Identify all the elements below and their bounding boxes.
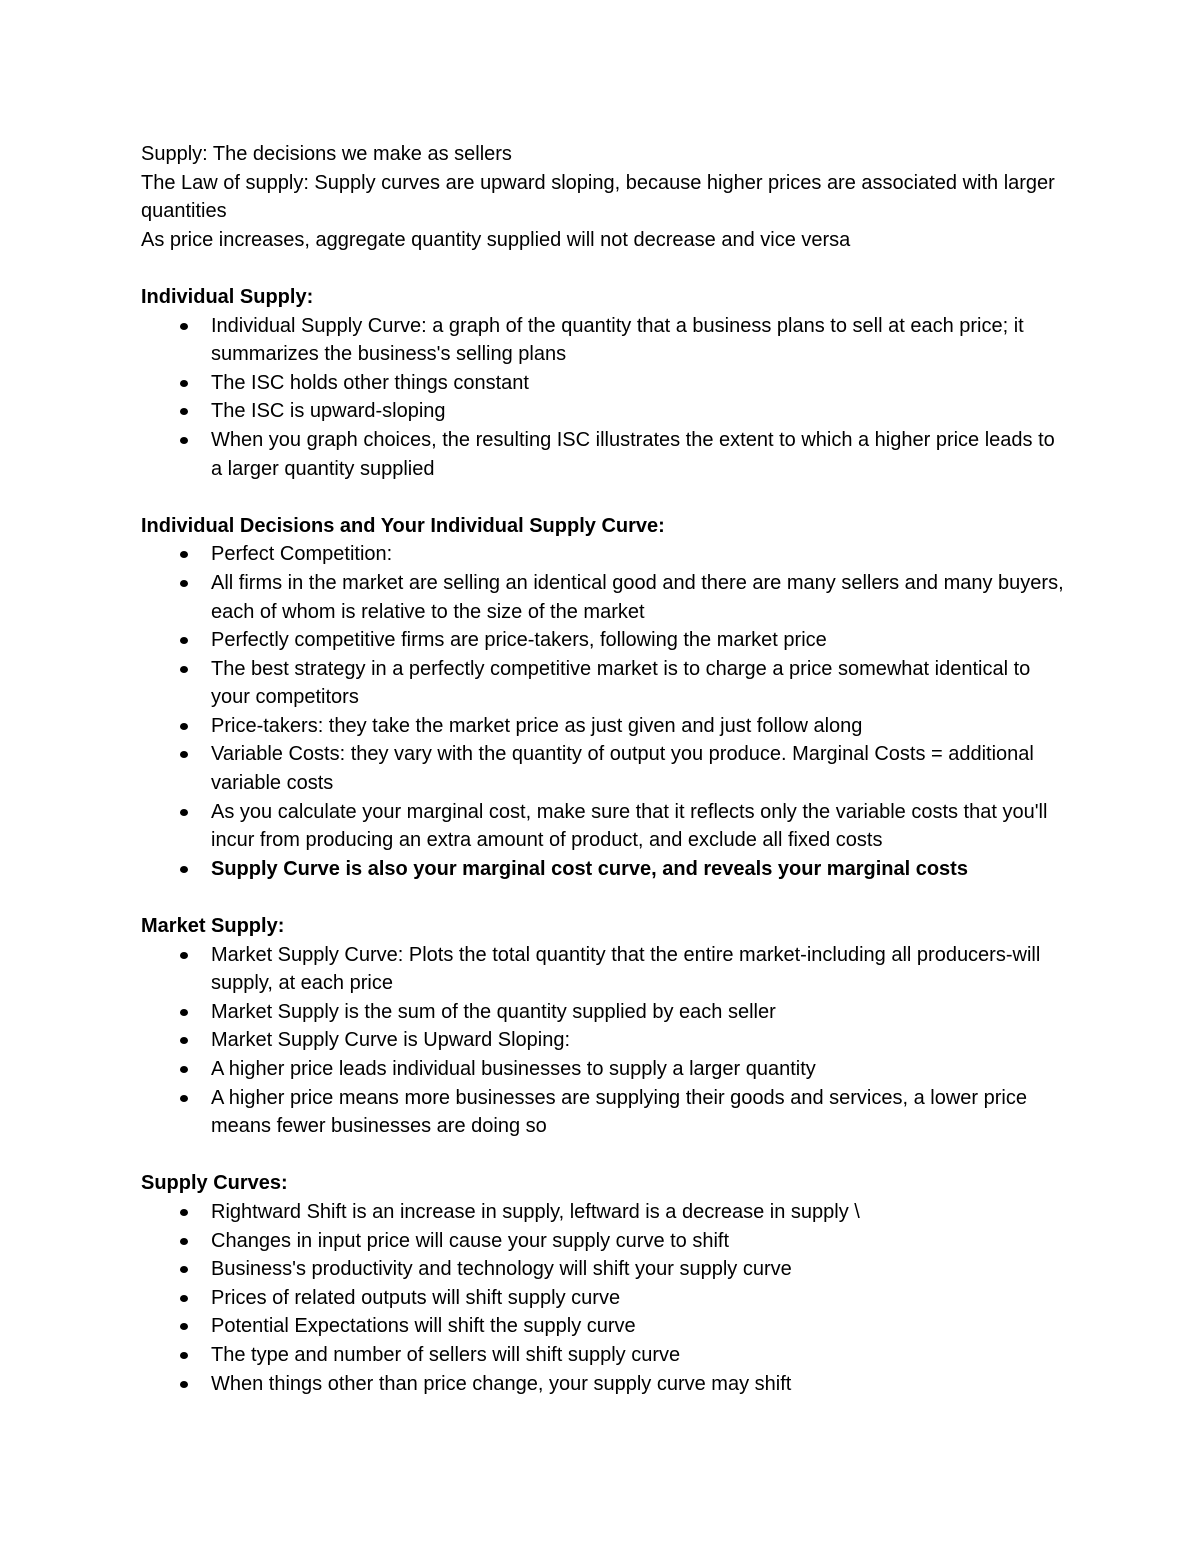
list-item <box>141 855 1071 884</box>
list-item-text: The type and number of sellers will shift supply curve <box>211 1343 681 1366</box>
bullet-icon <box>180 408 188 415</box>
list-item-text: Individual Supply Curve: a graph of the quantity that a business plans to sell at each price; it summarizes the business's selling plans <box>211 314 1024 366</box>
bullet-icon <box>180 437 188 444</box>
bullet-list <box>141 941 1071 1141</box>
section-heading: Individual Supply: <box>141 285 314 308</box>
document-page <box>141 140 1071 1398</box>
list-item-text: A higher price means more businesses are supplying their goods and services, a lower price means fewer businesses are doing so <box>211 1086 1027 1138</box>
list-item-text: Market Supply is the sum of the quantity supplied by each seller <box>211 1000 776 1023</box>
list-item-text: As you calculate your marginal cost, make sure that it reflects only the variable costs that you'll incur from producing an extra amount of product, and exclude all fixed costs <box>211 800 1048 852</box>
bullet-icon <box>180 1295 188 1302</box>
sections-container <box>141 283 1071 1398</box>
list-item-text: Rightward Shift is an increase in supply, leftward is a decrease in supply \ <box>211 1200 860 1223</box>
list-item-text: Prices of related outputs will shift supply curve <box>211 1286 621 1309</box>
bullet-icon <box>180 666 188 673</box>
bullet-icon <box>180 1323 188 1330</box>
section-heading: Individual Decisions and Your Individual Supply Curve: <box>141 514 665 537</box>
bullet-icon <box>180 1266 188 1273</box>
spacer <box>141 1141 1071 1170</box>
list-item-text: Perfect Competition: <box>211 543 393 566</box>
bullet-icon <box>180 1238 188 1245</box>
list-item <box>141 369 1071 398</box>
intro-line: The Law of supply: Supply curves are upward sloping, because higher prices are associated with larger quantities <box>141 171 1055 223</box>
list-item <box>141 998 1071 1027</box>
list-item-text: When things other than price change, your supply curve may shift <box>211 1372 792 1395</box>
section-heading: Supply Curves: <box>141 1172 288 1195</box>
spacer <box>141 483 1071 512</box>
list-item-text: When you graph choices, the resulting ISC illustrates the extent to which a higher price leads to a larger quantity supplied <box>211 428 1055 480</box>
list-item-text: Supply Curve is also your marginal cost curve, and reveals your marginal costs <box>211 857 968 880</box>
list-item <box>141 540 1071 569</box>
bullet-icon <box>180 1009 188 1016</box>
list-item <box>141 626 1071 655</box>
list-item <box>141 712 1071 741</box>
list-item <box>141 1198 1071 1227</box>
bullet-icon <box>180 809 188 816</box>
list-item-text: Perfectly competitive firms are price-takers, following the market price <box>211 629 827 652</box>
bullet-icon <box>180 1209 188 1216</box>
list-item <box>141 740 1071 797</box>
list-item <box>141 941 1071 998</box>
bullet-icon <box>180 1352 188 1359</box>
bullet-icon <box>180 751 188 758</box>
bullet-icon <box>180 1066 188 1073</box>
list-item-text: Market Supply Curve is Upward Sloping: <box>211 1029 571 1052</box>
bullet-icon <box>180 1381 188 1388</box>
list-item <box>141 1284 1071 1313</box>
list-item-text: All firms in the market are selling an identical good and there are many sellers and many buyers, each of whom is relative to the size of the market <box>211 571 1064 623</box>
list-item <box>141 1026 1071 1055</box>
bullet-icon <box>180 723 188 730</box>
list-item-text: The best strategy in a perfectly competitive market is to charge a price somewhat identical to your competitors <box>211 657 1031 709</box>
bullet-icon <box>180 580 188 587</box>
list-item <box>141 798 1071 855</box>
list-item <box>141 655 1071 712</box>
bullet-icon <box>180 380 188 387</box>
list-item <box>141 1084 1071 1141</box>
bullet-icon <box>180 866 188 873</box>
bullet-icon <box>180 952 188 959</box>
spacer <box>141 254 1071 283</box>
list-item <box>141 426 1071 483</box>
list-item <box>141 1312 1071 1341</box>
bullet-icon <box>180 1037 188 1044</box>
list-item <box>141 397 1071 426</box>
bullet-icon <box>180 551 188 558</box>
bullet-list <box>141 540 1071 883</box>
list-item-text: The ISC is upward-sloping <box>211 400 446 423</box>
list-item-text: A higher price leads individual businesses to supply a larger quantity <box>211 1058 816 1080</box>
intro-line: Supply: The decisions we make as sellers <box>141 143 512 165</box>
bullet-list <box>141 312 1071 484</box>
list-item <box>141 1370 1071 1399</box>
list-item-text: Market Supply Curve: Plots the total quantity that the entire market-including all producers-will supply, at each price <box>211 943 1041 995</box>
list-item <box>141 1255 1071 1284</box>
bullet-icon <box>180 323 188 330</box>
bullet-list <box>141 1198 1071 1398</box>
list-item <box>141 569 1071 626</box>
list-item <box>141 1341 1071 1370</box>
spacer <box>141 883 1071 912</box>
list-item-text: Price-takers: they take the market price as just given and just follow along <box>211 714 863 737</box>
list-item-text: Variable Costs: they vary with the quantity of output you produce. Marginal Costs = additional variable costs <box>211 743 1034 795</box>
list-item <box>141 1055 1071 1084</box>
bullet-icon <box>180 637 188 644</box>
bullet-icon <box>180 1095 188 1102</box>
list-item <box>141 312 1071 369</box>
intro-line: As price increases, aggregate quantity supplied will not decrease and vice versa <box>141 228 851 251</box>
list-item-text: Potential Expectations will shift the supply curve <box>211 1315 636 1338</box>
section-heading: Market Supply: <box>141 915 285 938</box>
list-item-text: The ISC holds other things constant <box>211 371 529 394</box>
list-item-text: Business's productivity and technology will shift your supply curve <box>211 1258 792 1281</box>
list-item-text: Changes in input price will cause your supply curve to shift <box>211 1229 730 1252</box>
list-item <box>141 1227 1071 1256</box>
